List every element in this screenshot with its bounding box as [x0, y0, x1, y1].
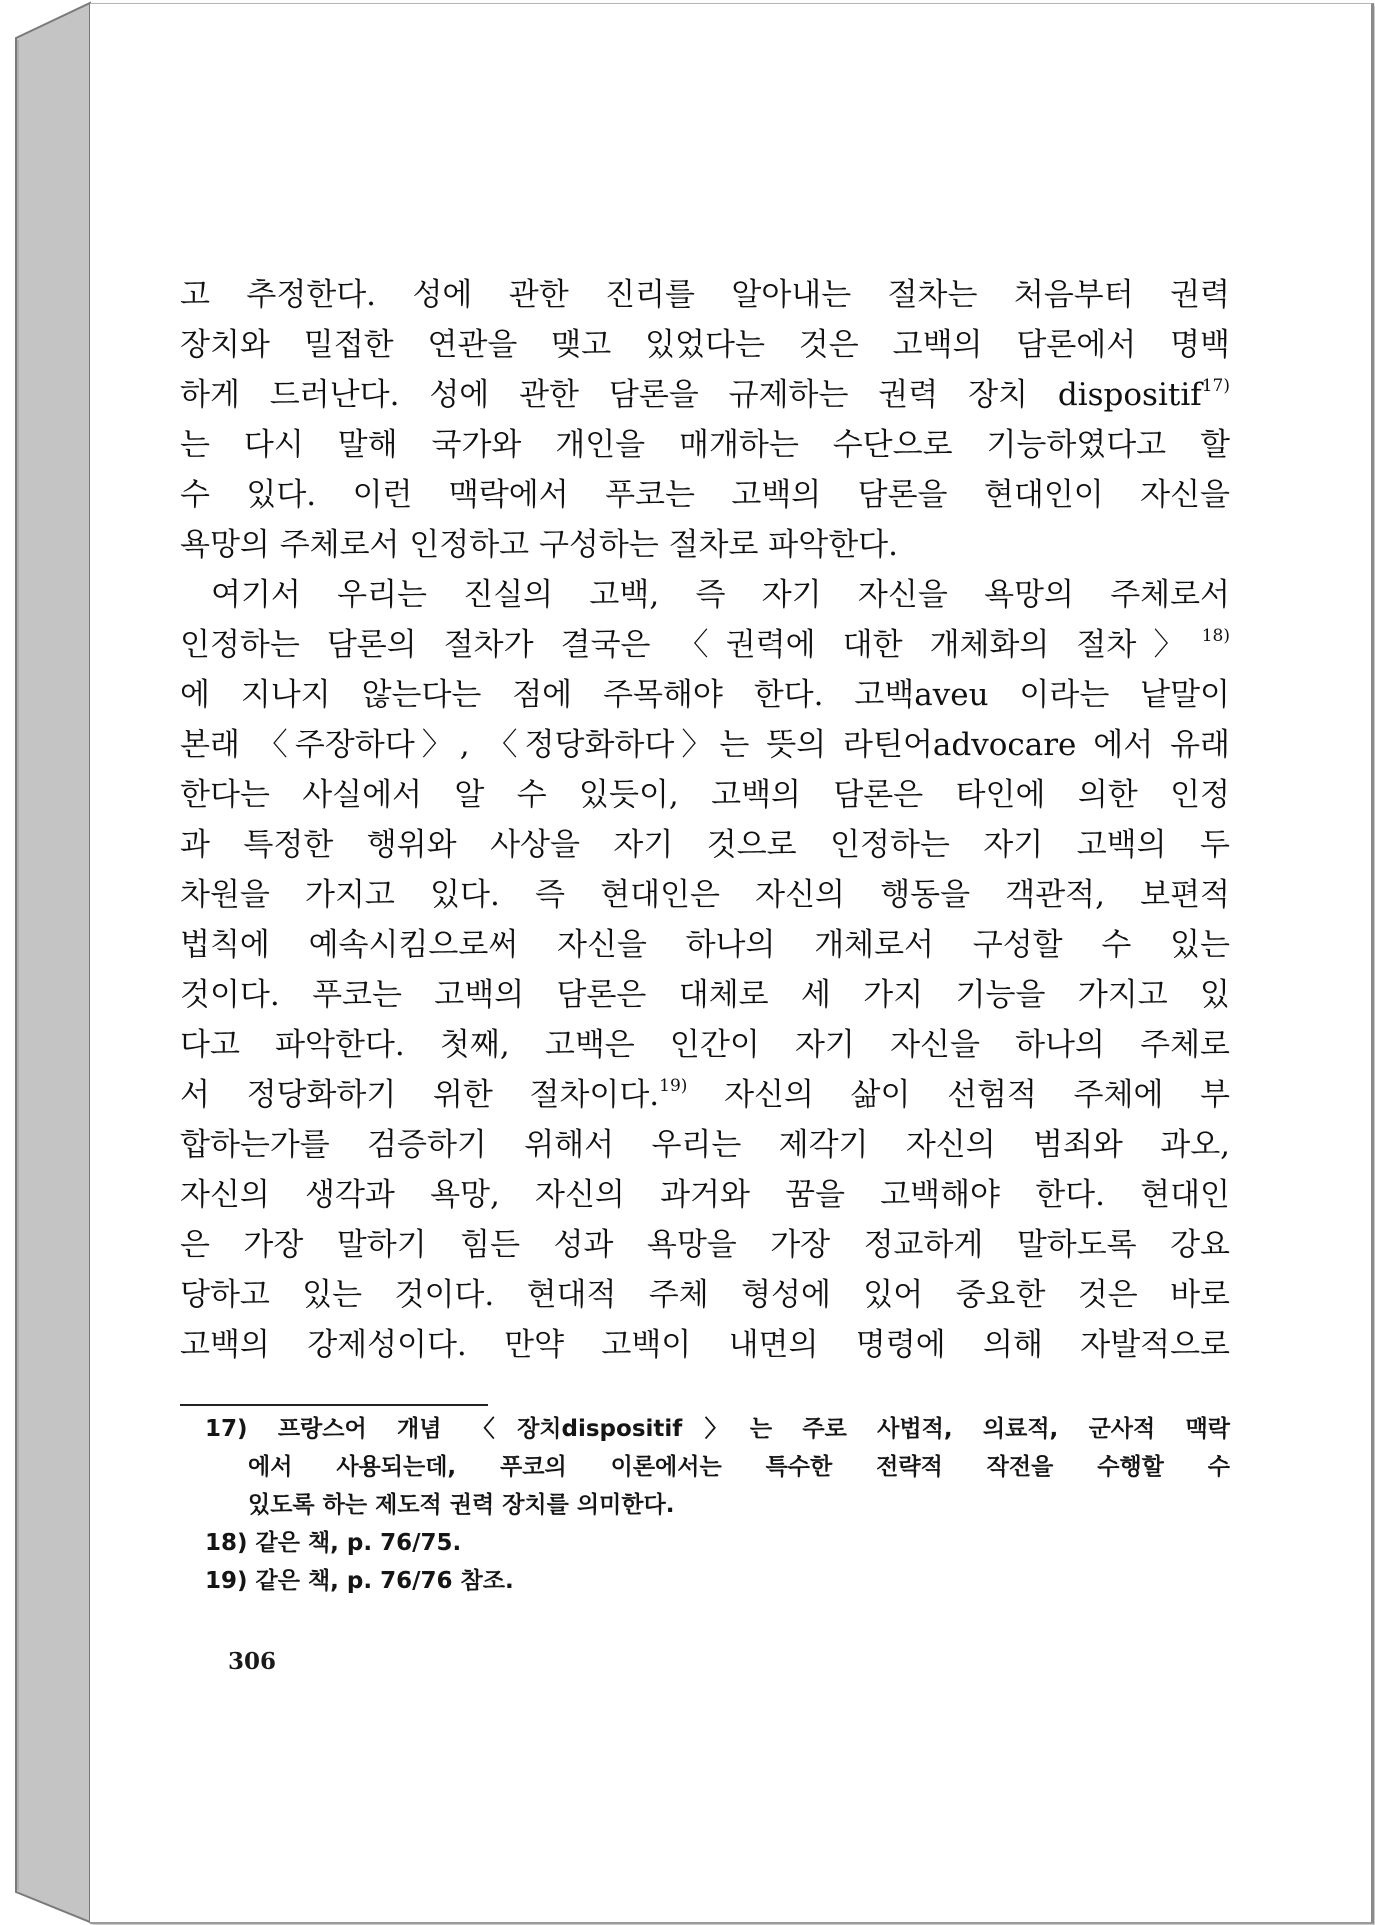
- text-line: 고 추정한다. 성에 관한 진리를 알아내는 절차는 처음부터 권력: [180, 277, 1230, 313]
- text-line: 인정하는 담론의 절차가 결국은 〈권력에 대한 개체화의 절차〉$^{18)}$: [180, 626, 1230, 663]
- text-line: 은 가장 말하기 힘든 성과 욕망을 가장 정교하게 말하도록 강요: [180, 1227, 1230, 1263]
- footnote-17-cont: 에서 사용되는데, 푸코의 이론에서는 특수한 전략적 작전을 수행할 수: [248, 1454, 1230, 1480]
- footnote-divider: [180, 1404, 488, 1406]
- text-line: 한다는 사실에서 알 수 있듯이, 고백의 담론은 타인에 의한 인정: [180, 777, 1230, 813]
- footnote-17-cont: 있도록 하는 제도적 권력 장치를 의미한다.: [248, 1492, 675, 1518]
- text-line: 수 있다. 이런 맥락에서 푸코는 고백의 담론을 현대인이 자신을: [180, 477, 1230, 513]
- text-line: 본래 〈주장하다〉, 〈정당화하다〉는 뜻의 라틴어advocare 에서 유래: [180, 727, 1230, 763]
- text-line: 것이다. 푸코는 고백의 담론은 대체로 세 가지 기능을 가지고 있: [180, 977, 1230, 1013]
- text-line: 욕망의 주체로서 인정하고 구성하는 절차로 파악한다.: [180, 527, 898, 563]
- text-line: 당하고 있는 것이다. 현대적 주체 형성에 있어 중요한 것은 바로: [180, 1277, 1230, 1313]
- body-text: [180, 270, 1230, 1370]
- text-line: 합하는가를 검증하기 위해서 우리는 제각기 자신의 범죄와 과오,: [180, 1127, 1230, 1163]
- page-number: 306: [228, 1648, 277, 1675]
- footnote-18: 18) 같은 책, p. 76/75.: [205, 1530, 462, 1556]
- text-line: 여기서 우리는 진실의 고백, 즉 자기 자신을 욕망의 주체로서: [211, 577, 1230, 613]
- text-line: 하게 드러난다. 성에 관한 담론을 규제하는 권력 장치 dispositif$^{17)}$: [180, 376, 1230, 413]
- text-line: 고백의 강제성이다. 만약 고백이 내면의 명령에 의해 자발적으로: [180, 1327, 1230, 1363]
- text-line: 서 정당화하기 위한 절차이다.$^{19)}$ 자신의 삶이 선험적 주체에 부: [180, 1076, 1230, 1113]
- text-line: 에 지나지 않는다는 점에 주목해야 한다. 고백aveu 이라는 낱말이: [180, 677, 1230, 713]
- footnote-17: 17) 프랑스어 개념 〈장치dispositif〉는 주로 사법적, 의료적, 군사적 맥락: [205, 1416, 1230, 1442]
- footnote-ref-19: 19): [659, 1076, 688, 1096]
- text-line: 다고 파악한다. 첫째, 고백은 인간이 자기 자신을 하나의 주체로: [180, 1027, 1230, 1063]
- footnote-ref-17: 17): [1201, 376, 1230, 396]
- text-line: 는 다시 말해 국가와 개인을 매개하는 수단으로 기능하였다고 할: [180, 427, 1230, 463]
- text-line: 장치와 밀접한 연관을 맺고 있었다는 것은 고백의 담론에서 명백: [180, 327, 1230, 363]
- footnote-ref-18: 18): [1201, 626, 1230, 646]
- text-line: 자신의 생각과 욕망, 자신의 과거와 꿈을 고백해야 한다. 현대인: [180, 1177, 1230, 1213]
- text-line: 과 특정한 행위와 사상을 자기 것으로 인정하는 자기 고백의 두: [180, 827, 1230, 863]
- text-line: 법칙에 예속시킴으로써 자신을 하나의 개체로서 구성할 수 있는: [180, 927, 1230, 963]
- footnotes: [182, 1410, 1230, 1600]
- footnote-19: 19) 같은 책, p. 76/76 참조.: [205, 1568, 514, 1594]
- text-line: 차원을 가지고 있다. 즉 현대인은 자신의 행동을 객관적, 보편적: [180, 877, 1230, 913]
